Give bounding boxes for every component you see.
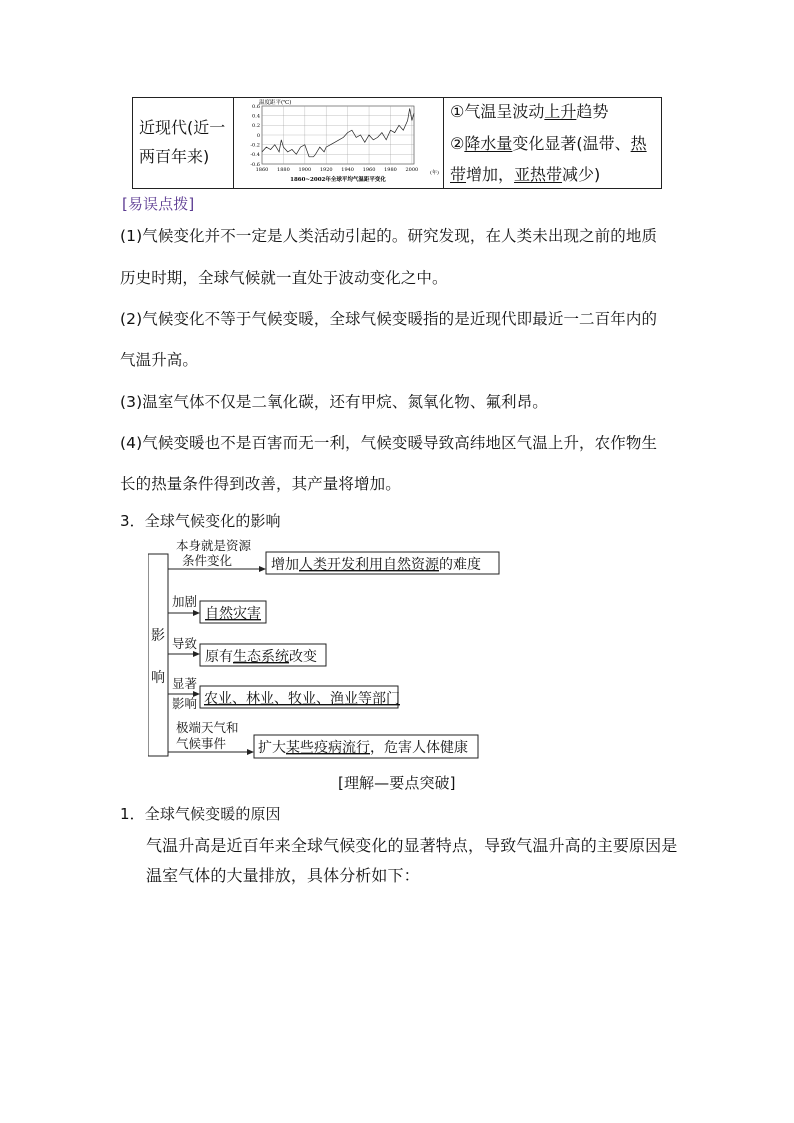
branch2-label: 加剧 bbox=[172, 594, 198, 609]
branch5-label-line1: 极端天气和 bbox=[176, 720, 239, 735]
section3-title: 3．全球气候变化的影响 bbox=[120, 512, 281, 530]
branch2-text: 自然灾害 bbox=[205, 606, 261, 622]
chart-xlabel: (年) bbox=[430, 170, 439, 176]
chart-xtick-label: 1900 bbox=[298, 167, 312, 173]
chart-xtick-label: 1860 bbox=[255, 167, 269, 173]
understand-title: [理解—要点突破] bbox=[338, 774, 456, 792]
branch5-text: 扩大某些疫病流行，危害人体健康 bbox=[258, 740, 468, 756]
section1-title: 1．全球气候变暖的原因 bbox=[120, 805, 281, 823]
chart-ytick-label: -0.4 bbox=[250, 152, 260, 159]
temperature-chart bbox=[234, 98, 442, 188]
fact2-line2: 带增加，亚热带减少) bbox=[450, 165, 601, 184]
period-line2: 两百年来) bbox=[139, 147, 210, 166]
chart-ytick-label: 0.2 bbox=[252, 123, 260, 130]
tip-title: [易误点拨] bbox=[122, 195, 195, 213]
chart-ylabel: 温度距平(℃) bbox=[259, 100, 292, 106]
fact2-line1: ②降水量变化显著(温带、热 bbox=[450, 134, 647, 153]
branch4-label-line1: 显著 bbox=[172, 676, 198, 691]
branch3-label: 导致 bbox=[172, 636, 198, 651]
chart-xtick-label: 1960 bbox=[362, 167, 376, 173]
para4-line2: 长的热量条件得到改善，其产量将增加。 bbox=[120, 475, 401, 493]
para3: (3)温室气体不仅是二氧化碳，还有甲烷、氮氧化物、氟利昂。 bbox=[120, 393, 548, 411]
chart-xtick-label: 2000 bbox=[405, 167, 419, 173]
branch1-arrowhead bbox=[259, 566, 266, 572]
facts-cell bbox=[444, 98, 661, 188]
root-char2: 响 bbox=[151, 670, 165, 686]
branch1-text: 增加人类开发利用自然资源的难度 bbox=[271, 557, 481, 573]
branch5-label-line2: 气候事件 bbox=[176, 736, 227, 751]
fact1: ①气温呈波动上升趋势 bbox=[450, 102, 609, 121]
chart-ytick-label: -0.2 bbox=[250, 142, 260, 149]
branch4-text: 农业、林业、牧业、渔业等部门 bbox=[204, 691, 400, 707]
chart-ytick-label: -0.6 bbox=[250, 161, 260, 168]
branch1-label-line2: 条件变化 bbox=[182, 553, 233, 568]
chart-cell bbox=[234, 98, 444, 188]
chart-ytick-label: 0.4 bbox=[252, 113, 260, 120]
climate-table bbox=[132, 97, 662, 189]
root-box bbox=[148, 554, 168, 756]
branch4-label-line2: 影响 bbox=[172, 696, 198, 711]
period-line1: 近现代(近一 bbox=[139, 118, 226, 137]
chart-ytick-label: 0 bbox=[256, 132, 260, 139]
para1-line1: (1)气候变化并不一定是人类活动引起的。研究发现，在人类未出现之前的地质 bbox=[120, 227, 658, 245]
branch2-arrowhead bbox=[193, 610, 200, 616]
para4-line1: (4)气候变暖也不是百害而无一利，气候变暖导致高纬地区气温上升，农作物生 bbox=[120, 434, 658, 452]
chart-ytick-label: 0.6 bbox=[252, 103, 260, 110]
branch3-arrowhead bbox=[193, 651, 200, 657]
chart-xtick-label: 1880 bbox=[277, 167, 290, 173]
para2-line2: 气温升高。 bbox=[120, 351, 199, 369]
impact-diagram bbox=[148, 538, 508, 760]
chart-title: 1860~2002年全球平均气温距平变化 bbox=[290, 177, 386, 183]
root-char1: 影 bbox=[151, 628, 165, 644]
intro-line1: 气温升高是近百年来全球气候变化的显著特点，导致气温升高的主要原因是 bbox=[146, 836, 678, 855]
para2-line1: (2)气候变化不等于气候变暖，全球气候变暖指的是近现代即最近一二百年内的 bbox=[120, 310, 658, 328]
para1-line2: 历史时期，全球气候就一直处于波动变化之中。 bbox=[120, 269, 448, 287]
branch3-text: 原有生态系统改变 bbox=[205, 649, 317, 665]
intro-line2: 温室气体的大量排放，具体分析如下： bbox=[146, 866, 420, 885]
chart-xtick-label: 1980 bbox=[384, 167, 397, 173]
branch1-label-line1: 本身就是资源 bbox=[176, 538, 252, 553]
chart-xtick-label: 1920 bbox=[319, 167, 333, 173]
period-cell bbox=[133, 98, 234, 188]
branch5-arrowhead bbox=[247, 749, 254, 755]
chart-xtick-label: 1940 bbox=[341, 167, 355, 173]
